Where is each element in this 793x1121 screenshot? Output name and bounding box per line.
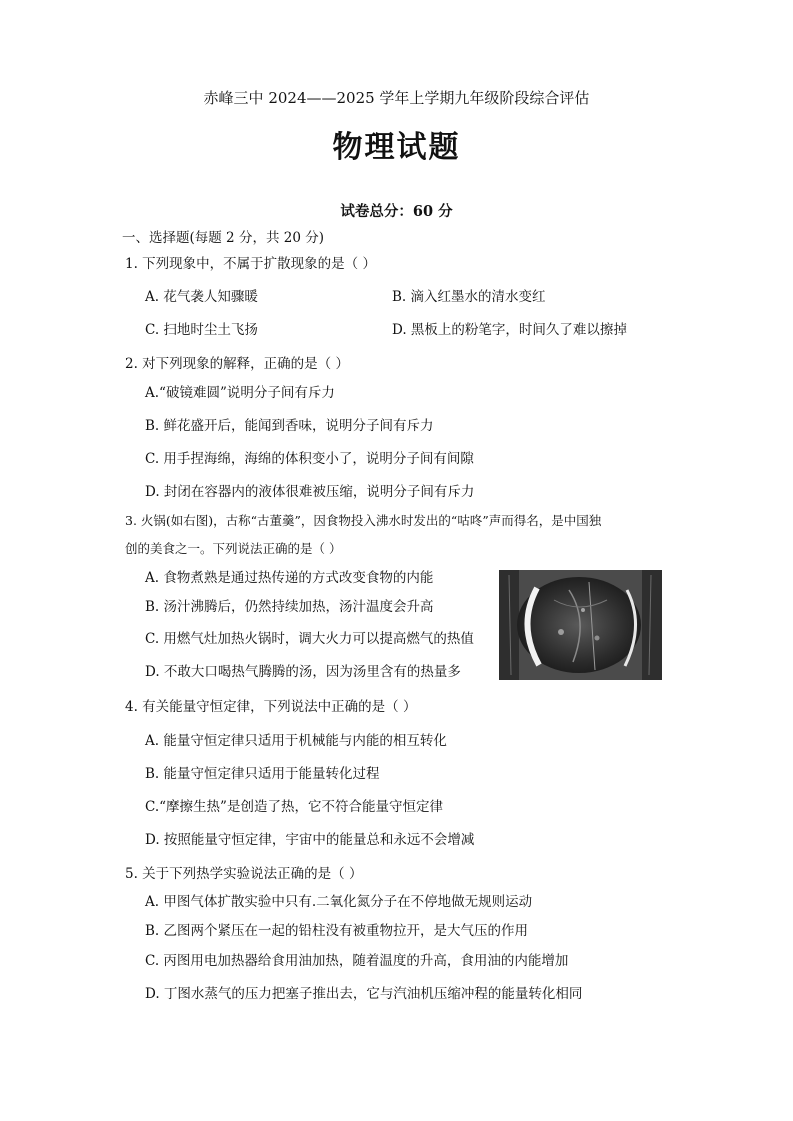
exam-header: 赤峰三中 2024——2025 学年上学期九年级阶段综合评估 — [203, 89, 590, 107]
question-4-option-c: C.“摩擦生热”是创造了热，它不符合能量守恒定律 — [145, 799, 443, 815]
question-5-option-c: C. 丙图用电加热器给食用油加热，随着温度的升高，食用油的内能增加 — [145, 953, 569, 969]
total-score: 试卷总分：60 分 — [340, 203, 453, 220]
question-3-option-a: A. 食物煮熟是通过热传递的方式改变食物的内能 — [145, 570, 434, 586]
question-2-option-c: C. 用手捏海绵，海绵的体积变小了，说明分子间有间隙 — [145, 451, 474, 467]
question-5-option-d: D. 丁图水蒸气的压力把塞子推出去，它与汽油机压缩冲程的能量转化相同 — [145, 986, 583, 1002]
section-heading-choice: 一、选择题(每题 2 分，共 20 分) — [122, 230, 324, 246]
question-2-option-d: D. 封闭在容器内的液体很难被压缩，说明分子间有斥力 — [145, 484, 475, 500]
question-3-option-d: D. 不敢大口喝热气腾腾的汤，因为汤里含有的热量多 — [145, 664, 461, 680]
question-2-stem: 2. 对下列现象的解释，正确的是（ ） — [125, 356, 349, 372]
hotpot-photo — [499, 570, 662, 680]
question-5-option-b: B. 乙图两个紧压在一起的铅柱没有被重物拉开，是大气压的作用 — [145, 923, 529, 939]
question-1-option-d: D. 黑板上的粉笔字，时间久了难以擦掉 — [392, 322, 627, 338]
question-2-option-a: A.“破镜难圆”说明分子间有斥力 — [145, 385, 335, 401]
question-1-option-c: C. 扫地时尘土飞扬 — [145, 322, 258, 338]
question-3-option-b: B. 汤汁沸腾后，仍然持续加热，汤汁温度会升高 — [145, 599, 434, 615]
question-2-option-b: B. 鲜花盛开后，能闻到香味，说明分子间有斥力 — [145, 418, 434, 434]
question-1-stem: 1. 下列现象中，不属于扩散现象的是（ ） — [125, 256, 376, 272]
question-4-option-b: B. 能量守恒定律只适用于能量转化过程 — [145, 766, 380, 782]
question-4-stem: 4. 有关能量守恒定律，下列说法中正确的是（ ） — [125, 699, 417, 715]
question-3-option-c: C. 用燃气灶加热火锅时，调大火力可以提高燃气的热值 — [145, 631, 474, 647]
hotpot-photo-graphic — [499, 570, 662, 680]
question-4-option-d: D. 按照能量守恒定律，宇宙中的能量总和永远不会增减 — [145, 832, 475, 848]
question-4-option-a: A. 能量守恒定律只适用于机械能与内能的相互转化 — [145, 733, 447, 749]
question-1-option-a: A. 花气袭人知骤暖 — [145, 289, 258, 305]
question-5-stem: 5. 关于下列热学实验说法正确的是（ ） — [125, 866, 363, 882]
question-3-stem-line-2: 创的美食之一。下列说法正确的是（ ） — [125, 541, 342, 556]
question-3-stem-line-1: 3. 火锅(如右图)，古称“古董羹”，因食物投入沸水时发出的“咕咚”声而得名，是中国独 — [125, 513, 602, 528]
question-5-option-a: A. 甲图气体扩散实验中只有.二氧化氮分子在不停地做无规则运动 — [145, 894, 533, 910]
exam-title: 物理试题 — [332, 130, 461, 165]
question-1-option-b: B. 滴入红墨水的清水变红 — [392, 289, 546, 305]
